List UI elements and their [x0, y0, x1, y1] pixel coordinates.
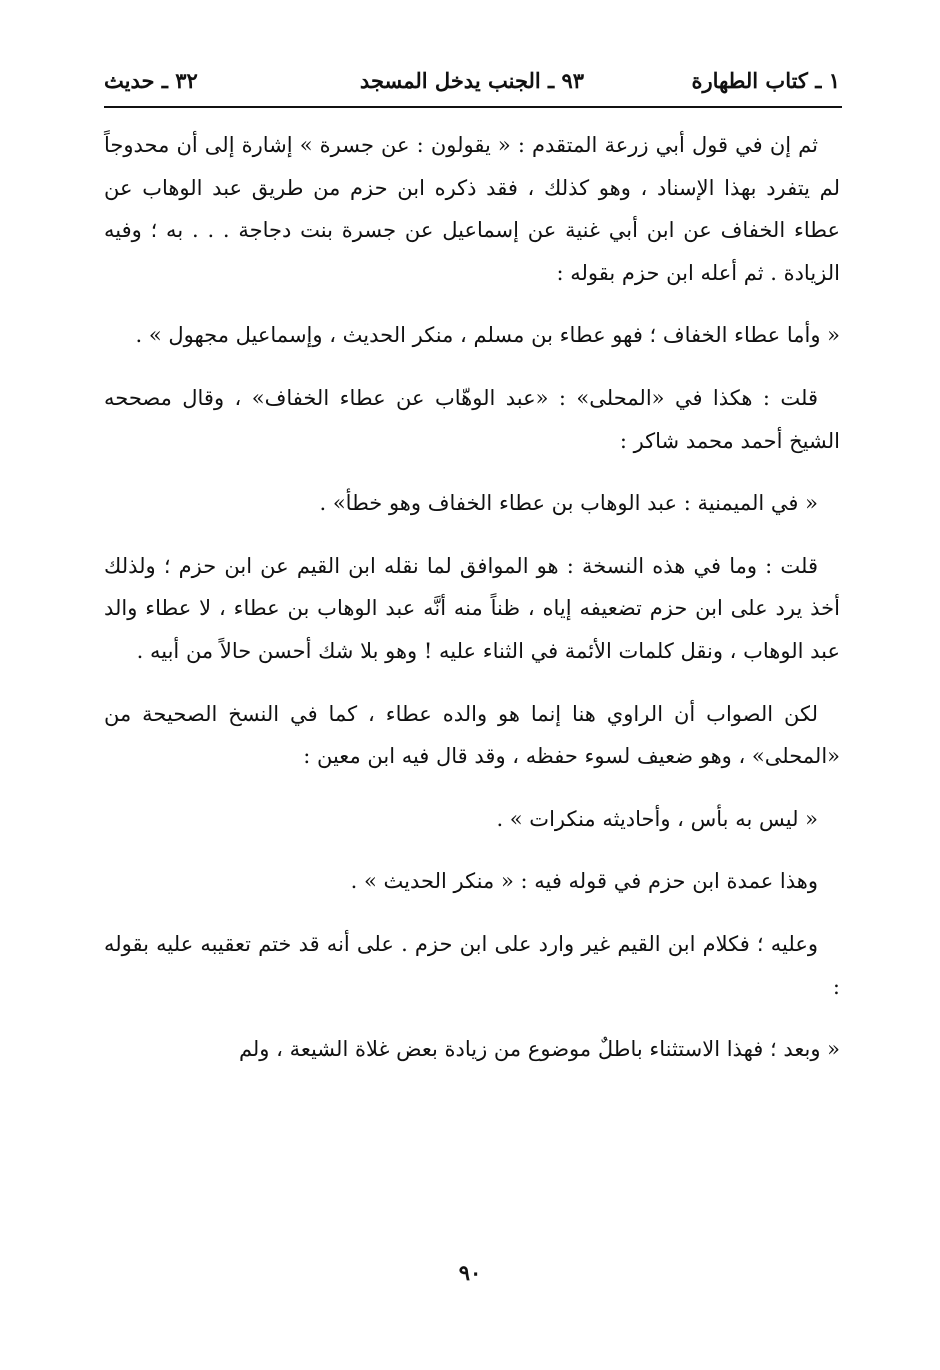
paragraph-6: لكن الصواب أن الراوي هنا إنما هو والده عطاء ، كما في النسخ الصحيحة من «المحلى» ، وهو ضعيف لسوء حفظه ، وقد قال فيه ابن معين :: [104, 701, 840, 769]
page-number: ٩٠: [458, 1260, 482, 1285]
page-body: [104, 124, 840, 1091]
paragraph-2-quote: « وأما عطاء الخفاف ؛ فهو عطاء بن مسلم ، منكر الحديث ، وإسماعيل مجهول » .: [135, 323, 840, 348]
paragraph-1: ثم إن في قول أبي زرعة المتقدم : « يقولون : عن جسرة » إشارة إلى أن محدوجاً لم يتفرد بهذا الإسناد ، وهو كذلك ، فقد ذكره ابن حزم من طريق عبد الوهاب عن عطاء الخفاف عن ابن أبي غنية عن إسماعيل عن جسرة بنت دجاجة . . . به ؛ وفيه الزيادة . ثم أعله ابن حزم بقوله :: [104, 133, 840, 285]
paragraph-9: وعليه ؛ فكلام ابن القيم غير وارد على ابن حزم . على أنه قد ختم تعقيبه عليه بقوله :: [104, 931, 840, 999]
header-divider: [104, 106, 842, 108]
header-hadith-number: ٣٢ ـ حديث: [104, 68, 198, 93]
running-header: [104, 64, 840, 104]
header-chapter-title: ٩٣ ـ الجنب يدخل المسجد: [359, 68, 585, 93]
paragraph-3: قلت : هكذا في «المحلى» : «عبد الوهّاب عن عطاء الخفاف» ، وقال مصححه الشيخ أحمد محمد شاكر :: [104, 385, 840, 453]
header-book-title: ١ ـ كتاب الطهارة: [691, 68, 840, 93]
paragraph-7-quote: « ليس به بأس ، وأحاديثه منكرات » .: [496, 806, 818, 831]
paragraph-4-quote: « في الميمنية : عبد الوهاب بن عطاء الخفاف وهو خطأ» .: [319, 491, 818, 516]
paragraph-8: وهذا عمدة ابن حزم في قوله فيه : « منكر الحديث » .: [350, 869, 818, 894]
paragraph-10-quote: « وبعد ؛ فهذا الاستثناء باطلٌ موضوع من زيادة بعض غلاة الشيعة ، ولم: [238, 1037, 840, 1062]
paragraph-5: قلت : وما في هذه النسخة : هو الموافق لما نقله ابن القيم عن ابن حزم ؛ ولذلك أخذ يرد على ابن حزم تضعيفه إياه ، ظناً منه أنَّه عبد الوهاب بن عطاء ، لا عطاء والد عبد الوهاب ، ونقل كلمات الأئمة في الثناء عليه ! وهو بلا شك أحسن حالاً من أبيه .: [104, 553, 840, 663]
